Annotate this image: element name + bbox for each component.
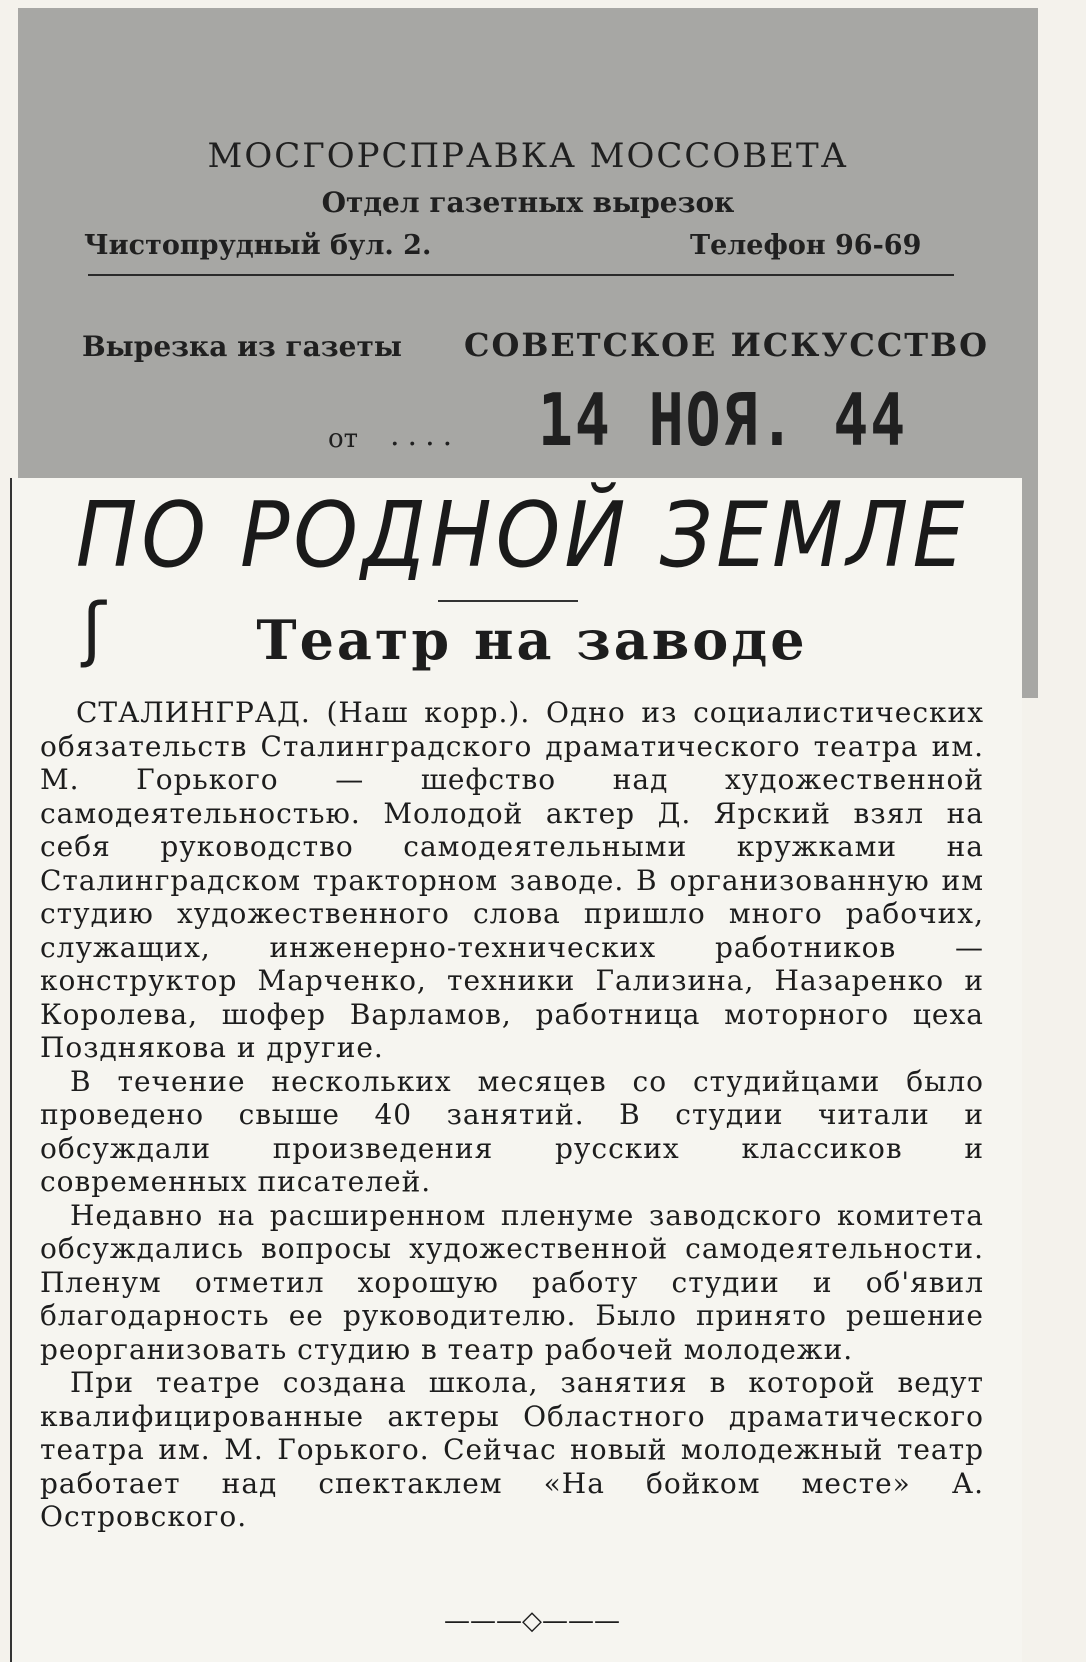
phone: Телефон 96-69 [690,230,922,261]
paragraph-1 [40,696,984,1065]
date-stamp: 14 НОЯ. 44 [538,377,908,463]
paragraph-4: При театре создана школа, занятия в которой ведут квалифицированные актеры Областного драматического театра им. М. Горького. Сейчас новый молодежный театр работает над спектаклем «На бойком месте» А. Островского. [40,1366,984,1533]
end-ornament-icon: ———◇——— [444,1606,620,1636]
organization-name: МОСГОРСПРАВКА МОССОВЕТА [207,136,849,176]
paragraph-2: В течение нескольких месяцев со студийцами было проведено свыше 40 занятий. В студии читали и обсуждали произведения русских классиков и современных писателей. [40,1064,984,1198]
cutting-label: Вырезка из газеты [82,330,402,363]
paragraph-3: Недавно на расширенном пленуме заводского комитета обсуждались вопросы художественной самодеятельности. Пленум отметил хорошую работу студии и об'явил благодарность ее руководителю. Было принято решение реорганизовать студию в театр рабочей молодежи. [40,1198,984,1366]
heading-rule [438,600,578,602]
date-dots: .... [390,418,461,453]
newspaper-clipping [10,478,1022,1662]
paragraph-1-text: Одно из социалистических обязательств Сталинградского драматического театра им. М. Горького — шефство над художественной самодеятельностью. Молодой актер Д. Ярский взял на себя руководство самодеятельными кружками на Сталинградском тракторном заводе. В организованную им студию художественного слова пришло много рабочих, служащих, инженерно-технических работников — конструктор Марченко, техники Гализина, Назаренко и Королева, шофер Варламов, работница моторного цеха Позднякова и другие. [40,696,985,1064]
handwritten-mark-icon: ʃ [82,588,106,670]
newspaper-name: СОВЕТСКОЕ ИСКУССТВО [464,326,990,364]
dateline: СТАЛИНГРАД. (Наш корр.). [76,696,531,729]
rubric-heading: ПО РОДНОЙ ЗЕМЛЕ [75,483,969,588]
header-rule [88,274,954,276]
date-prefix: от [328,424,359,454]
article-body [40,696,984,1534]
department-name: Отдел газетных вырезок [321,186,735,219]
address: Чистопрудный бул. 2. [84,230,432,261]
article-title: Театр на заводе [256,608,808,672]
